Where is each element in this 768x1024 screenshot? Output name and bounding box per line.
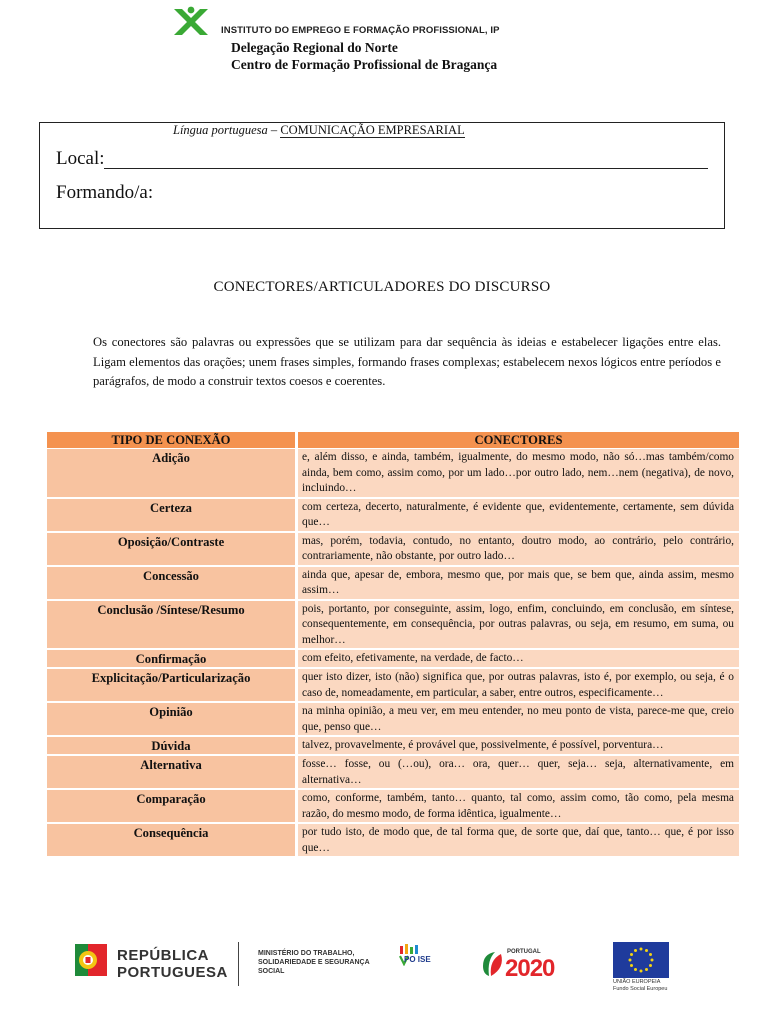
connection-type: Alternativa [47, 756, 295, 788]
header-connectors: CONECTORES [298, 432, 739, 448]
section-title: CONECTORES/ARTICULADORES DO DISCURSO [213, 279, 551, 295]
eu-text [613, 979, 667, 993]
institute-name: INSTITUTO DO EMPREGO E FORMAÇÃO PROFISSIONAL, IP [221, 25, 500, 36]
republica-line-1: REPÚBLICA [117, 947, 210, 964]
portugal2020-icon [479, 948, 507, 982]
pt2020-text: 2020 [505, 955, 555, 982]
ministerio-line-2: SOLIDARIEDADE E SEGURANÇA [258, 959, 370, 966]
ministerio-line-3: SOCIAL [258, 968, 285, 975]
connection-type: Consequência [47, 824, 295, 856]
table-row [47, 499, 739, 531]
connection-type: Opinião [47, 703, 295, 735]
connectors-list: pois, portanto, por conseguinte, assim, logo, enfim, concluindo, em conclusão, em síntese, consequentemente, em consequência, por outras palavras, ou seja, em resumo, em suma, ou melhor… [298, 601, 739, 649]
header-line-2: Centro de Formação Profissional de Bragança [231, 57, 498, 72]
connectors-list: fosse… fosse, ou (…ou), ora… ora, quer… quer, seja… seja, alternativamente, em alternativa… [298, 756, 739, 788]
eu-flag-icon [613, 942, 669, 978]
connection-type: Certeza [47, 499, 295, 531]
connection-type: Comparação [47, 790, 295, 822]
connectors-list: ainda que, apesar de, embora, mesmo que, por mais que, se bem que, ainda assim, mesmo assim… [298, 567, 739, 599]
ministerio-line-1: MINISTÉRIO DO TRABALHO, [258, 950, 355, 957]
connectors-table [47, 432, 739, 858]
table-row [47, 703, 739, 735]
connectors-list: quer isto dizer, isto (não) significa que, por outras palavras, isto é, por exemplo, ou seja, é o caso de, nomeadamente, em particular, a saber, entre outros, especificamente… [298, 669, 739, 701]
footer-divider [238, 942, 239, 986]
header-type: TIPO DE CONEXÃO [47, 432, 295, 448]
connectors-list: com efeito, efetivamente, na verdade, de facto… [298, 650, 739, 667]
connectors-list: por tudo isto, de modo que, de tal forma que, de sorte que, daí que, tanto… que, é por isso que… [298, 824, 739, 856]
connection-type: Conclusão /Síntese/Resumo [47, 601, 295, 649]
connectors-list: e, além disso, e ainda, também, igualmente, do mesmo modo, não só…mas também/como ainda, bem como, assim como, por um lado…por outro lado, nem…nem (negativa), de novo, incluindo… [298, 449, 739, 497]
connection-type: Concessão [47, 567, 295, 599]
local-field-line[interactable] [104, 168, 708, 169]
eu-line-1: UNIÃO EUROPEIA [613, 979, 661, 985]
republica-portuguesa-text [117, 947, 228, 981]
connection-type: Confirmação [47, 650, 295, 667]
header-line-1: Delegação Regional do Norte [231, 40, 398, 55]
connection-type: Dúvida [47, 737, 295, 754]
connectors-list: com certeza, decerto, naturalmente, é evidente que, evidentemente, certamente, sem dúvida que… [298, 499, 739, 531]
connectors-list: na minha opinião, a meu ver, em meu entender, no meu ponto de vista, parece-me que, creio que, penso que… [298, 703, 739, 735]
connection-type: Explicitação/Particularização [47, 669, 295, 701]
eu-line-2: Fundo Social Europeu [613, 986, 668, 992]
table-row [47, 567, 739, 599]
iefp-logo-icon [168, 6, 214, 40]
table-row [47, 790, 739, 822]
local-label: Local: [56, 148, 105, 169]
table-row [47, 824, 739, 856]
ministerio-text [258, 949, 370, 976]
formando-field-line[interactable] [46, 228, 604, 229]
table-row [47, 756, 739, 788]
poise-text: PO ISE [404, 955, 431, 964]
republica-emblem-icon [73, 940, 109, 980]
table-row [47, 650, 739, 667]
subject-line [173, 123, 465, 138]
subject-main: COMUNICAÇÃO EMPRESARIAL [280, 123, 465, 137]
republica-line-2: PORTUGUESA [117, 964, 228, 981]
table-row [47, 533, 739, 565]
form-box [39, 122, 725, 229]
connection-type: Adição [47, 449, 295, 497]
table-row [47, 449, 739, 497]
formando-label: Formando/a: [56, 182, 154, 203]
table-row [47, 669, 739, 701]
table-row [47, 737, 739, 754]
connectors-list: mas, porém, todavia, contudo, no entanto, doutro modo, ao contrário, pelo contrário, contrariamente, não obstante, por outro lado… [298, 533, 739, 565]
connectors-list: como, conforme, também, tanto… quanto, tal como, assim como, tão como, pela mesma razão, do mesmo modo, de forma idêntica, igualmente… [298, 790, 739, 822]
table-row [47, 601, 739, 649]
subject-prefix: Língua portuguesa – [173, 123, 278, 137]
connection-type: Oposição/Contraste [47, 533, 295, 565]
intro-paragraph: Os conectores são palavras ou expressões que se utilizam para dar sequência às ideias e estabelecer ligações entre elas. Ligam elementos das orações; unem frases simples, formando frases complexas; estabelecem nexos lógicos entre períodos e parágrafos, de modo a construir textos coesos e coerentes. [93, 335, 721, 388]
table-header-row [47, 432, 739, 448]
portugal-text: PORTUGAL [507, 949, 541, 955]
connectors-list: talvez, provavelmente, é provável que, possivelmente, é possível, porventura… [298, 737, 739, 754]
